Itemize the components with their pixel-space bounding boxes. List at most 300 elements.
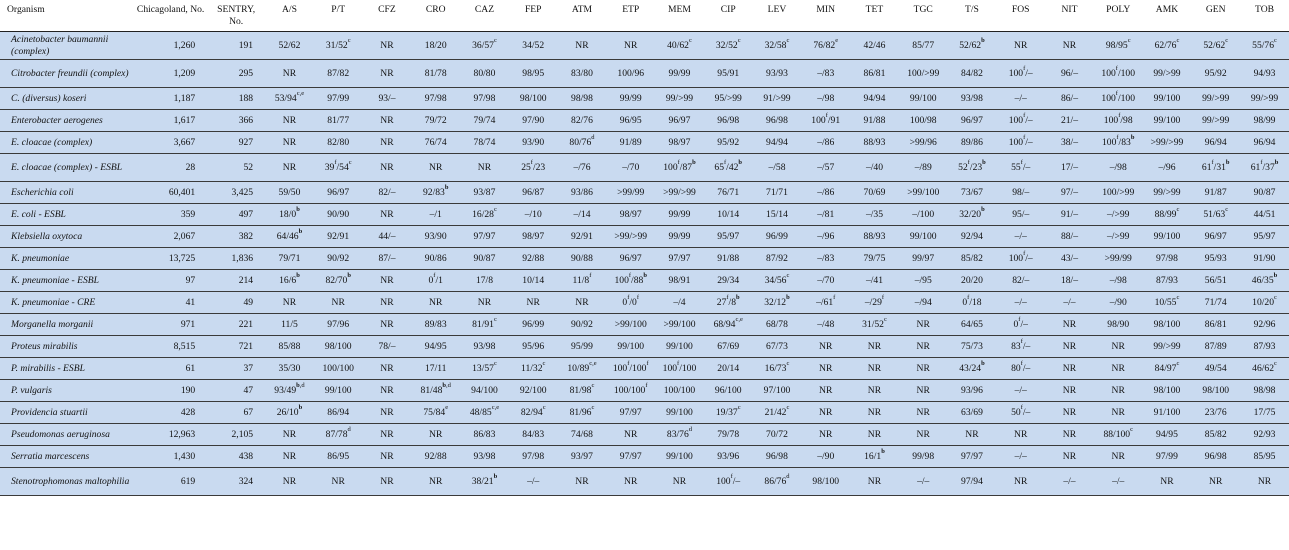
susceptibility-cell: 94/94	[850, 88, 899, 110]
susceptibility-cell: 95/>99	[704, 88, 753, 110]
susceptibility-cell: 32/52$^c$	[704, 32, 753, 60]
susceptibility-cell: 35/30	[265, 358, 314, 380]
susceptibility-cell: 99/100	[1143, 226, 1192, 248]
susceptibility-cell: 96/100	[704, 380, 753, 402]
susceptibility-cell: NR	[801, 358, 850, 380]
susceptibility-cell: 44/51	[1240, 204, 1289, 226]
table-row	[0, 32, 1289, 60]
susceptibility-cell: 52/62	[265, 32, 314, 60]
table-row	[0, 110, 1289, 132]
susceptibility-cell: 65$^f$/42$^b$	[704, 154, 753, 182]
susceptibility-cell: NR	[363, 60, 412, 88]
susceptibility-cell: 71/71	[753, 182, 802, 204]
isolate-count-cell: 97	[134, 270, 207, 292]
susceptibility-cell: –/>99	[1094, 204, 1143, 226]
susceptibility-cell: NR	[899, 358, 948, 380]
susceptibility-cell: NR	[996, 468, 1045, 496]
header-row	[0, 0, 1289, 32]
susceptibility-cell: 86/–	[1045, 88, 1094, 110]
susceptibility-cell: 99/>99	[1143, 182, 1192, 204]
susceptibility-cell: 100$^f$/–	[996, 248, 1045, 270]
susceptibility-cell: NR	[314, 468, 363, 496]
susceptibility-cell: 34/52	[509, 32, 558, 60]
susceptibility-cell: 91/90	[1240, 248, 1289, 270]
table-header	[0, 0, 1289, 32]
susceptibility-cell: 96/98	[753, 446, 802, 468]
susceptibility-cell: 98/97	[606, 204, 655, 226]
table-row	[0, 468, 1289, 496]
isolate-count-cell: 619	[134, 468, 207, 496]
susceptibility-cell: 96/94	[1191, 132, 1240, 154]
susceptibility-cell: 16/73$^c$	[753, 358, 802, 380]
susceptibility-cell: 85/88	[265, 336, 314, 358]
susceptibility-cell: >99/100	[899, 182, 948, 204]
susceptibility-cell: >99/96	[899, 132, 948, 154]
column-header: GEN	[1191, 0, 1240, 32]
susceptibility-cell: 100$^f$/–	[996, 132, 1045, 154]
susceptibility-cell: 99/97	[899, 248, 948, 270]
isolate-count-cell: 721	[207, 336, 265, 358]
susceptibility-cell: 90/87	[460, 248, 509, 270]
susceptibility-cell: NR	[363, 314, 412, 336]
column-header: POLY	[1094, 0, 1143, 32]
table-body	[0, 32, 1289, 496]
susceptibility-cell: 100/96	[606, 60, 655, 88]
table-row	[0, 446, 1289, 468]
susceptibility-cell: –/96	[1143, 154, 1192, 182]
susceptibility-cell: 99/100	[1143, 88, 1192, 110]
isolate-count-cell: 1,836	[207, 248, 265, 270]
susceptibility-cell: >99/>99	[1143, 132, 1192, 154]
susceptibility-cell: –/40	[850, 154, 899, 182]
susceptibility-cell: 93/90	[411, 226, 460, 248]
susceptibility-cell: 92/96	[1240, 314, 1289, 336]
susceptibility-cell: 83/80	[558, 60, 607, 88]
susceptibility-cell: NR	[1045, 314, 1094, 336]
susceptibility-cell: 68/78	[753, 314, 802, 336]
susceptibility-cell: 100$^f$/–	[996, 60, 1045, 88]
susceptibility-cell: 61$^f$/37$^b$	[1240, 154, 1289, 182]
susceptibility-cell: 98/100	[801, 468, 850, 496]
susceptibility-cell: NR	[314, 292, 363, 314]
susceptibility-cell: 100/>99	[899, 60, 948, 88]
susceptibility-cell: –/48	[801, 314, 850, 336]
susceptibility-cell: 17/75	[1240, 402, 1289, 424]
susceptibility-cell: 93/96	[948, 380, 997, 402]
susceptibility-cell: 55/76$^c$	[1240, 32, 1289, 60]
susceptibility-cell: 97/96	[314, 314, 363, 336]
susceptibility-cell: NR	[265, 154, 314, 182]
susceptibility-cell: 98/99	[1240, 110, 1289, 132]
organism-cell: Serratia marcescens	[0, 446, 134, 468]
susceptibility-cell: 87/92	[753, 248, 802, 270]
susceptibility-cell: 44/–	[363, 226, 412, 248]
susceptibility-cell: 81/98$^c$	[558, 380, 607, 402]
susceptibility-cell: 97/97	[606, 402, 655, 424]
susceptibility-cell: 90/86	[411, 248, 460, 270]
susceptibility-cell: 99/>99	[1191, 110, 1240, 132]
susceptibility-cell: 32/58$^c$	[753, 32, 802, 60]
susceptibility-cell: 97/–	[1045, 182, 1094, 204]
susceptibility-cell: NR	[1045, 336, 1094, 358]
column-header: AMK	[1143, 0, 1192, 32]
susceptibility-cell: 31/52$^c$	[314, 32, 363, 60]
susceptibility-cell: –/83	[801, 248, 850, 270]
susceptibility-cell: 96/97	[1191, 226, 1240, 248]
susceptibility-cell: –/57	[801, 154, 850, 182]
isolate-count-cell: 3,425	[207, 182, 265, 204]
susceptibility-cell: 81/78	[411, 60, 460, 88]
organism-cell: P. vulgaris	[0, 380, 134, 402]
organism-cell: P. mirabilis - ESBL	[0, 358, 134, 380]
table-row	[0, 424, 1289, 446]
column-header: ETP	[606, 0, 655, 32]
susceptibility-cell: 100$^f$/100	[655, 358, 704, 380]
isolate-count-cell: 8,515	[134, 336, 207, 358]
column-header: P/T	[314, 0, 363, 32]
susceptibility-cell: 100$^f$/83$^b$	[1094, 132, 1143, 154]
susceptibility-cell: 95/92	[704, 132, 753, 154]
susceptibility-cell: 82/70$^b$	[314, 270, 363, 292]
susceptibility-cell: 97/97	[460, 226, 509, 248]
susceptibility-cell: NR	[1094, 358, 1143, 380]
susceptibility-cell: 11/32$^c$	[509, 358, 558, 380]
susceptibility-cell: 91/87	[1191, 182, 1240, 204]
susceptibility-cell: 81/96$^c$	[558, 402, 607, 424]
susceptibility-cell: 84/97$^c$	[1143, 358, 1192, 380]
susceptibility-cell: 93/–	[363, 88, 412, 110]
susceptibility-cell: 100$^f$/100	[1094, 60, 1143, 88]
susceptibility-cell: 85/82	[1191, 424, 1240, 446]
table-row	[0, 292, 1289, 314]
susceptibility-cell: 97/98	[460, 88, 509, 110]
susceptibility-cell: 94/95	[1143, 424, 1192, 446]
susceptibility-cell: NR	[899, 314, 948, 336]
susceptibility-cell: 98/95	[509, 60, 558, 88]
isolate-count-cell: 190	[134, 380, 207, 402]
isolate-count-cell: 221	[207, 314, 265, 336]
susceptibility-cell: –/90	[801, 446, 850, 468]
susceptibility-cell: NR	[899, 380, 948, 402]
susceptibility-cell: 17/11	[411, 358, 460, 380]
susceptibility-cell: 100$^f$/–	[704, 468, 753, 496]
susceptibility-cell: 83/76$^d$	[655, 424, 704, 446]
susceptibility-cell: 96/95	[606, 110, 655, 132]
susceptibility-cell: –/58	[753, 154, 802, 182]
column-header: FOS	[996, 0, 1045, 32]
susceptibility-cell: 99/99	[655, 204, 704, 226]
isolate-count-cell: 60,401	[134, 182, 207, 204]
susceptibility-cell: 87/82	[314, 60, 363, 88]
susceptibility-cell: >99/>99	[655, 182, 704, 204]
susceptibility-cell: 29/34	[704, 270, 753, 292]
susceptibility-cell: NR	[606, 424, 655, 446]
susceptibility-cell: NR	[363, 204, 412, 226]
susceptibility-cell: NR	[899, 336, 948, 358]
isolate-count-cell: 191	[207, 32, 265, 60]
susceptibility-cell: 93/87	[460, 182, 509, 204]
susceptibility-cell: –/–	[996, 380, 1045, 402]
susceptibility-cell: –/81	[801, 204, 850, 226]
susceptibility-cell: 62/76$^c$	[1143, 32, 1192, 60]
susceptibility-cell: 90/92	[558, 314, 607, 336]
isolate-count-cell: 2,067	[134, 226, 207, 248]
susceptibility-cell: –/61$^f$	[801, 292, 850, 314]
susceptibility-cell: 99/>99	[1240, 88, 1289, 110]
isolate-count-cell: 52	[207, 154, 265, 182]
susceptibility-cell: NR	[1045, 446, 1094, 468]
susceptibility-cell: 91/–	[1045, 204, 1094, 226]
susceptibility-cell: –/86	[801, 132, 850, 154]
susceptibility-cell: 97/98	[411, 88, 460, 110]
susceptibility-cell: 11/8$^f$	[558, 270, 607, 292]
column-header: CFZ	[363, 0, 412, 32]
susceptibility-cell: 94/100	[460, 380, 509, 402]
isolate-count-cell: 428	[134, 402, 207, 424]
susceptibility-cell: >99/100	[655, 314, 704, 336]
susceptibility-cell: 82/76	[558, 110, 607, 132]
susceptibility-cell: 43/24$^b$	[948, 358, 997, 380]
column-header: Organism	[0, 0, 134, 32]
susceptibility-cell: 93/98	[460, 336, 509, 358]
susceptibility-cell: 32/12$^b$	[753, 292, 802, 314]
susceptibility-cell: 55$^f$/–	[996, 154, 1045, 182]
susceptibility-cell: NR	[363, 446, 412, 468]
susceptibility-cell: 81/48$^{b,d}$	[411, 380, 460, 402]
table-row	[0, 270, 1289, 292]
susceptibility-cell: NR	[1191, 468, 1240, 496]
susceptibility-cell: 39$^f$/54$^c$	[314, 154, 363, 182]
susceptibility-cell: 99/100	[606, 336, 655, 358]
table-row	[0, 132, 1289, 154]
susceptibility-cell: 92/91	[314, 226, 363, 248]
susceptibility-cell: 89/86	[948, 132, 997, 154]
susceptibility-cell: 80/76$^d$	[558, 132, 607, 154]
susceptibility-cell: 25$^f$/23	[509, 154, 558, 182]
susceptibility-cell: NR	[509, 292, 558, 314]
susceptibility-cell: –/4	[655, 292, 704, 314]
susceptibility-cell: NR	[265, 446, 314, 468]
column-header: CAZ	[460, 0, 509, 32]
susceptibility-cell: 85/82	[948, 248, 997, 270]
isolate-count-cell: 47	[207, 380, 265, 402]
isolate-count-cell: 1,260	[134, 32, 207, 60]
susceptibility-cell: 99/98	[899, 446, 948, 468]
column-header: CRO	[411, 0, 460, 32]
susceptibility-cell: 91/89	[606, 132, 655, 154]
susceptibility-cell: 96/97	[948, 110, 997, 132]
susceptibility-cell: 0$^f$/18	[948, 292, 997, 314]
susceptibility-cell: 88/99$^c$	[1143, 204, 1192, 226]
susceptibility-cell: –/98	[1094, 154, 1143, 182]
susceptibility-cell: 70/72	[753, 424, 802, 446]
susceptibility-cell: 96/97	[314, 182, 363, 204]
susceptibility-cell: 92/94	[948, 226, 997, 248]
organism-cell: K. pneumoniae - CRE	[0, 292, 134, 314]
susceptibility-cell: 42/46	[850, 32, 899, 60]
susceptibility-cell: 98/98	[1240, 380, 1289, 402]
susceptibility-cell: NR	[996, 424, 1045, 446]
susceptibility-cell: 94/93	[1240, 60, 1289, 88]
susceptibility-cell: NR	[801, 402, 850, 424]
susceptibility-cell: 31/52$^c$	[850, 314, 899, 336]
susceptibility-cell: 98/100	[1143, 314, 1192, 336]
susceptibility-cell: 97/97	[948, 446, 997, 468]
column-header: CIP	[704, 0, 753, 32]
susceptibility-cell: 92/88	[509, 248, 558, 270]
susceptibility-cell: NR	[850, 336, 899, 358]
susceptibility-cell: 95/97	[1240, 226, 1289, 248]
column-header: TOB	[1240, 0, 1289, 32]
isolate-count-cell: 61	[134, 358, 207, 380]
susceptibility-cell: 97/98	[1143, 248, 1192, 270]
susceptibility-cell: 79/72	[411, 110, 460, 132]
isolate-count-cell: 497	[207, 204, 265, 226]
column-header: Chicagoland, No.	[134, 0, 207, 32]
susceptibility-cell: 59/50	[265, 182, 314, 204]
susceptibility-cell: 95/99	[558, 336, 607, 358]
susceptibility-cell: 82/–	[996, 270, 1045, 292]
susceptibility-cell: 97/100	[753, 380, 802, 402]
susceptibility-cell: 96/99	[753, 226, 802, 248]
susceptibility-cell: 40/62$^c$	[655, 32, 704, 60]
susceptibility-cell: NR	[363, 154, 412, 182]
susceptibility-cell: 100$^f$/98	[1094, 110, 1143, 132]
susceptibility-cell: –/94	[899, 292, 948, 314]
susceptibility-cell: 98/95$^c$	[1094, 32, 1143, 60]
susceptibility-cell: 100$^f$/100	[1094, 88, 1143, 110]
susceptibility-cell: –/96	[801, 226, 850, 248]
susceptibility-cell: NR	[265, 468, 314, 496]
table-row	[0, 154, 1289, 182]
susceptibility-cell: –/90	[1094, 292, 1143, 314]
susceptibility-cell: 84/83	[509, 424, 558, 446]
table-row	[0, 402, 1289, 424]
susceptibility-cell: 68/94$^{c,e}$	[704, 314, 753, 336]
susceptibility-cell: 97/94	[948, 468, 997, 496]
susceptibility-cell: –/95	[899, 270, 948, 292]
susceptibility-cell: 93/49$^{b,d}$	[265, 380, 314, 402]
susceptibility-cell: NR	[1094, 446, 1143, 468]
isolate-count-cell: 1,187	[134, 88, 207, 110]
column-header: MEM	[655, 0, 704, 32]
susceptibility-cell: –/70	[606, 154, 655, 182]
susceptibility-cell: NR	[801, 424, 850, 446]
isolate-count-cell: 1,209	[134, 60, 207, 88]
organism-cell: Providencia stuartii	[0, 402, 134, 424]
susceptibility-cell: 92/91	[558, 226, 607, 248]
susceptibility-cell: NR	[363, 468, 412, 496]
susceptibility-cell: >99/99	[1094, 248, 1143, 270]
susceptibility-cell: 99/100	[655, 446, 704, 468]
susceptibility-cell: 94/95	[411, 336, 460, 358]
susceptibility-cell: 100/100	[655, 380, 704, 402]
isolate-count-cell: 3,667	[134, 132, 207, 154]
susceptibility-cell: 38/21$^b$	[460, 468, 509, 496]
susceptibility-cell: 79/71	[265, 248, 314, 270]
table-row	[0, 314, 1289, 336]
susceptibility-cell: NR	[606, 468, 655, 496]
table-row	[0, 358, 1289, 380]
susceptibility-cell: 32/20$^b$	[948, 204, 997, 226]
susceptibility-cell: –/10	[509, 204, 558, 226]
susceptibility-cell: 91/>99	[753, 88, 802, 110]
susceptibility-cell: 98/100	[509, 88, 558, 110]
susceptibility-cell: NR	[899, 424, 948, 446]
susceptibility-cell: –/–	[1045, 292, 1094, 314]
susceptibility-cell: NR	[411, 292, 460, 314]
susceptibility-cell: 96/87	[509, 182, 558, 204]
susceptibility-cell: 98/98	[558, 88, 607, 110]
susceptibility-cell: NR	[655, 468, 704, 496]
susceptibility-cell: 99/>99	[1191, 88, 1240, 110]
susceptibility-cell: 75/84e	[411, 402, 460, 424]
susceptibility-cell: –/>99	[1094, 226, 1143, 248]
susceptibility-cell: 98/–	[996, 182, 1045, 204]
susceptibility-cell: NR	[363, 132, 412, 154]
susceptibility-cell: 21/42$^c$	[753, 402, 802, 424]
column-header: LEV	[753, 0, 802, 32]
susceptibility-cell: 93/96	[704, 446, 753, 468]
susceptibility-cell: 98/90	[1094, 314, 1143, 336]
susceptibility-cell: 52/62$^c$	[1191, 32, 1240, 60]
isolate-count-cell: 438	[207, 446, 265, 468]
susceptibility-cell: 0$^f$/1	[411, 270, 460, 292]
susceptibility-cell: 0$^f$/–	[996, 314, 1045, 336]
susceptibility-cell: 91/88	[704, 248, 753, 270]
susceptibility-cell: 36/57$^c$	[460, 32, 509, 60]
organism-cell: Morganella morganii	[0, 314, 134, 336]
susceptibility-cell: NR	[363, 292, 412, 314]
susceptibility-cell: 98/97	[655, 132, 704, 154]
susceptibility-cell: 81/77	[314, 110, 363, 132]
susceptibility-cell: 100/98	[899, 110, 948, 132]
susceptibility-cell: 13/57$^c$	[460, 358, 509, 380]
susceptibility-cell: 88/100$^c$	[1094, 424, 1143, 446]
susceptibility-cell: 71/74	[1191, 292, 1240, 314]
susceptibility-cell: 63/69	[948, 402, 997, 424]
susceptibility-cell: 34/56$^c$	[753, 270, 802, 292]
susceptibility-cell: 90/90	[314, 204, 363, 226]
table-row	[0, 226, 1289, 248]
susceptibility-cell: NR	[1094, 380, 1143, 402]
susceptibility-cell: 87/–	[363, 248, 412, 270]
susceptibility-cell: 85/95	[1240, 446, 1289, 468]
isolate-count-cell: 324	[207, 468, 265, 496]
susceptibility-cell: –/–	[996, 292, 1045, 314]
susceptibility-cell: NR	[265, 424, 314, 446]
susceptibility-cell: >99/>99	[606, 226, 655, 248]
susceptibility-cell: 90/88	[558, 248, 607, 270]
susceptibility-cell: NR	[558, 32, 607, 60]
susceptibility-cell: 96/98	[1191, 446, 1240, 468]
susceptibility-cell: 99/>99	[1143, 60, 1192, 88]
susceptibility-cell: 86/83	[460, 424, 509, 446]
susceptibility-cell: –/83	[801, 60, 850, 88]
column-header: A/S	[265, 0, 314, 32]
susceptibility-cell: 79/74	[460, 110, 509, 132]
susceptibility-cell: 100$^f$/87$^b$	[655, 154, 704, 182]
susceptibility-cell: NR	[850, 358, 899, 380]
susceptibility-cell: 96/98	[704, 110, 753, 132]
susceptibility-cell: 100/100$^f$	[606, 380, 655, 402]
susceptibility-cell: –/–	[996, 446, 1045, 468]
susceptibility-cell: 95/–	[996, 204, 1045, 226]
table-row	[0, 88, 1289, 110]
susceptibility-cell: 86/81	[1191, 314, 1240, 336]
susceptibility-cell: –/76	[558, 154, 607, 182]
susceptibility-cell: 99/100	[899, 226, 948, 248]
